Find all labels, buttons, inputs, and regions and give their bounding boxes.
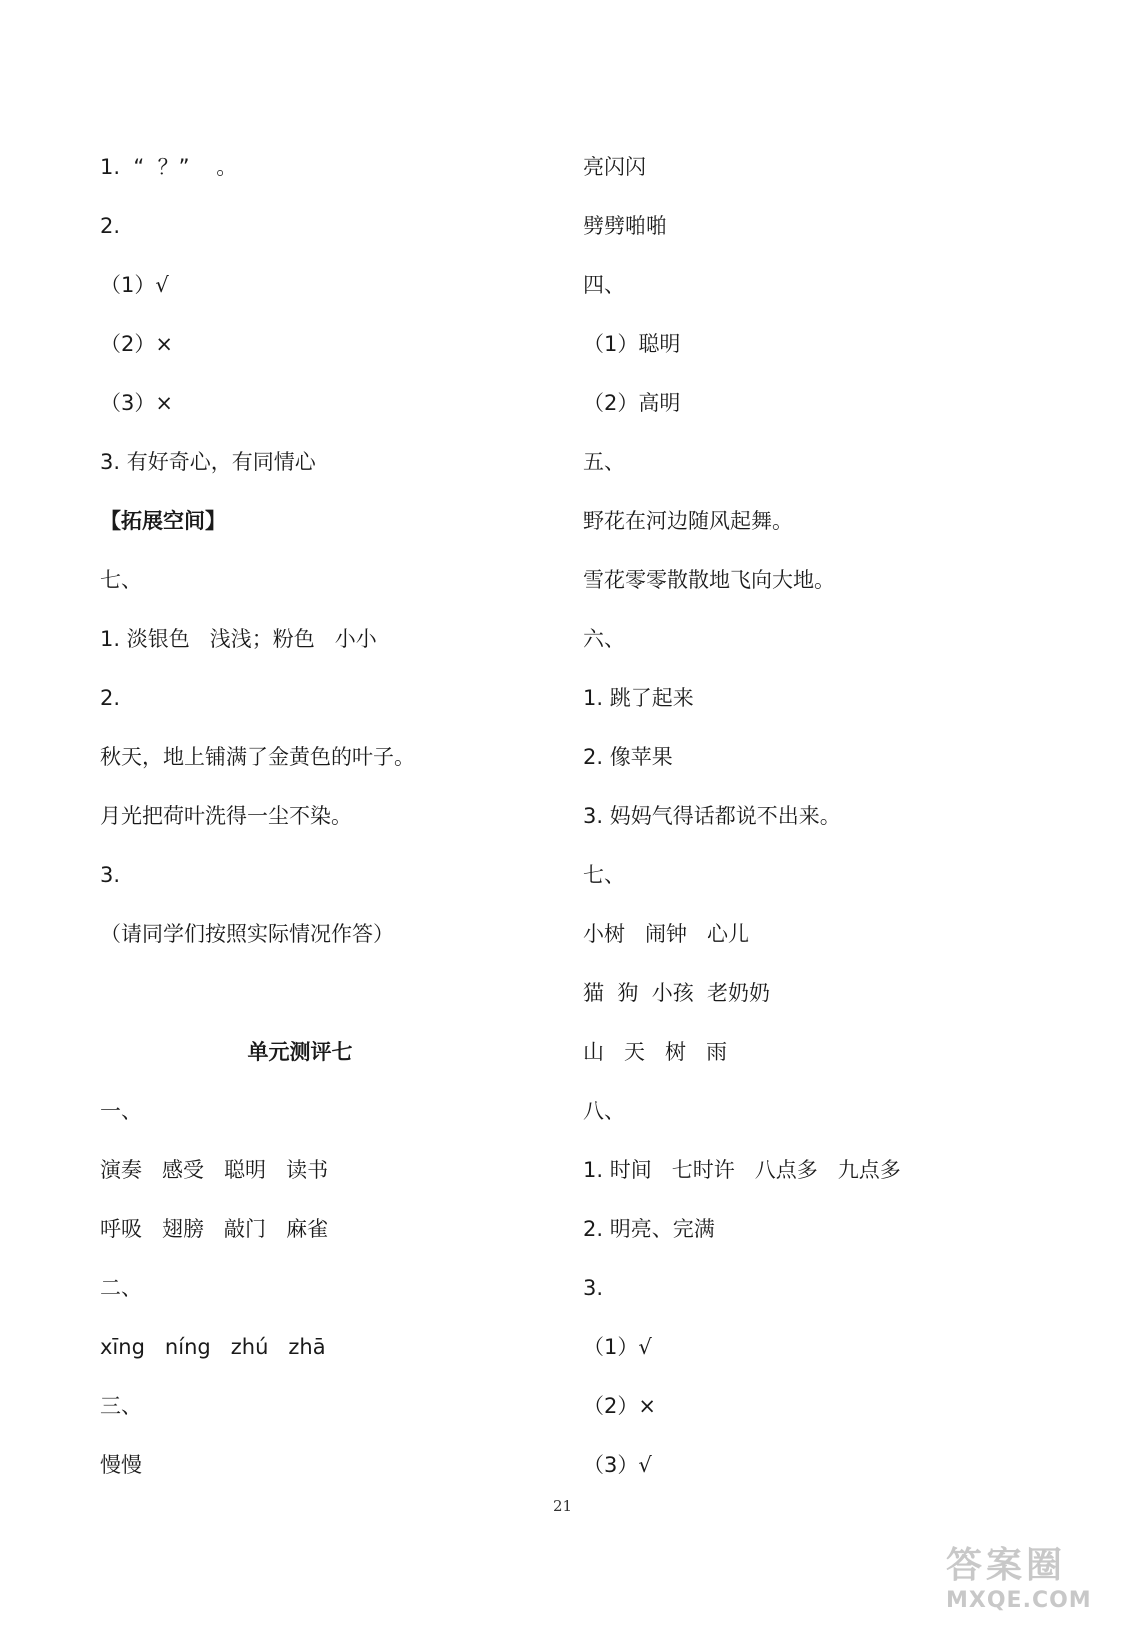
answer-line: 小树 闹钟 心儿 (583, 922, 750, 946)
answer-line: 亮闪闪 (583, 155, 646, 179)
question-number: 六、 (583, 627, 625, 651)
question-number: 一、 (100, 1099, 142, 1123)
answer-line: 1. “ ？” 。 (100, 155, 238, 179)
unit-test-title: 单元测评七 (247, 1040, 353, 1064)
blank-line (100, 964, 500, 1023)
answer-line: 雪花零零散散地飞向大地。 (583, 568, 835, 592)
answer-line: 慢慢 (100, 1453, 142, 1477)
answer-line: （2）× (583, 1394, 656, 1418)
question-number: 七、 (100, 568, 142, 592)
answer-line: （2）× (100, 332, 173, 356)
answer-line: 2. (100, 214, 121, 238)
question-number: 八、 (583, 1099, 625, 1123)
answer-line: 猫 狗 小孩 老奶奶 (583, 981, 771, 1005)
question-number: 四、 (583, 273, 625, 297)
answer-line: 秋天，地上铺满了金黄色的叶子。 (100, 745, 415, 769)
question-number: 七、 (583, 863, 625, 887)
answer-line: 1. 跳了起来 (583, 686, 694, 710)
right-column (583, 138, 1023, 1495)
answer-line: 3. 妈妈气得话都说不出来。 (583, 804, 841, 828)
answer-line: 3. (100, 863, 121, 887)
answer-line: 3. 有好奇心，有同情心 (100, 450, 316, 474)
answer-line: 2. 像苹果 (583, 745, 673, 769)
left-column (100, 138, 500, 1495)
answer-line: （3）√ (583, 1453, 652, 1477)
answer-line: 2. (100, 686, 121, 710)
answer-line: 劈劈啪啪 (583, 214, 667, 238)
answer-line: （请同学们按照实际情况作答） (100, 922, 394, 946)
watermark-domain: MXQE.COM (946, 1588, 1092, 1613)
answer-line: 野花在河边随风起舞。 (583, 509, 793, 533)
pinyin-answer: xīng níng zhú zhā (100, 1335, 326, 1359)
answer-line: 演奏 感受 聪明 读书 (100, 1158, 329, 1182)
answer-line: 呼吸 翅膀 敲门 麻雀 (100, 1217, 329, 1241)
answer-line: （3）× (100, 391, 173, 415)
watermark-chinese: 答案圈 (946, 1545, 1067, 1586)
answer-line: 3. (583, 1276, 604, 1300)
answer-line: （1）聪明 (583, 332, 681, 356)
question-number: 二、 (100, 1276, 142, 1300)
question-number: 五、 (583, 450, 625, 474)
watermark-logo (946, 1544, 1111, 1622)
answer-line: （1）√ (583, 1335, 652, 1359)
answer-line: 山 天 树 雨 (583, 1040, 728, 1064)
answer-line: （2）高明 (583, 391, 681, 415)
answer-line: 1. 时间 七时许 八点多 九点多 (583, 1158, 901, 1182)
section-heading: 【拓展空间】 (100, 509, 226, 533)
answer-line: （1）√ (100, 273, 169, 297)
question-number: 三、 (100, 1394, 142, 1418)
page-number: 21 (552, 1497, 573, 1515)
answer-line: 1. 淡银色 浅浅；粉色 小小 (100, 627, 377, 651)
answer-line: 月光把荷叶洗得一尘不染。 (100, 804, 352, 828)
answer-line: 2. 明亮、完满 (583, 1217, 715, 1241)
